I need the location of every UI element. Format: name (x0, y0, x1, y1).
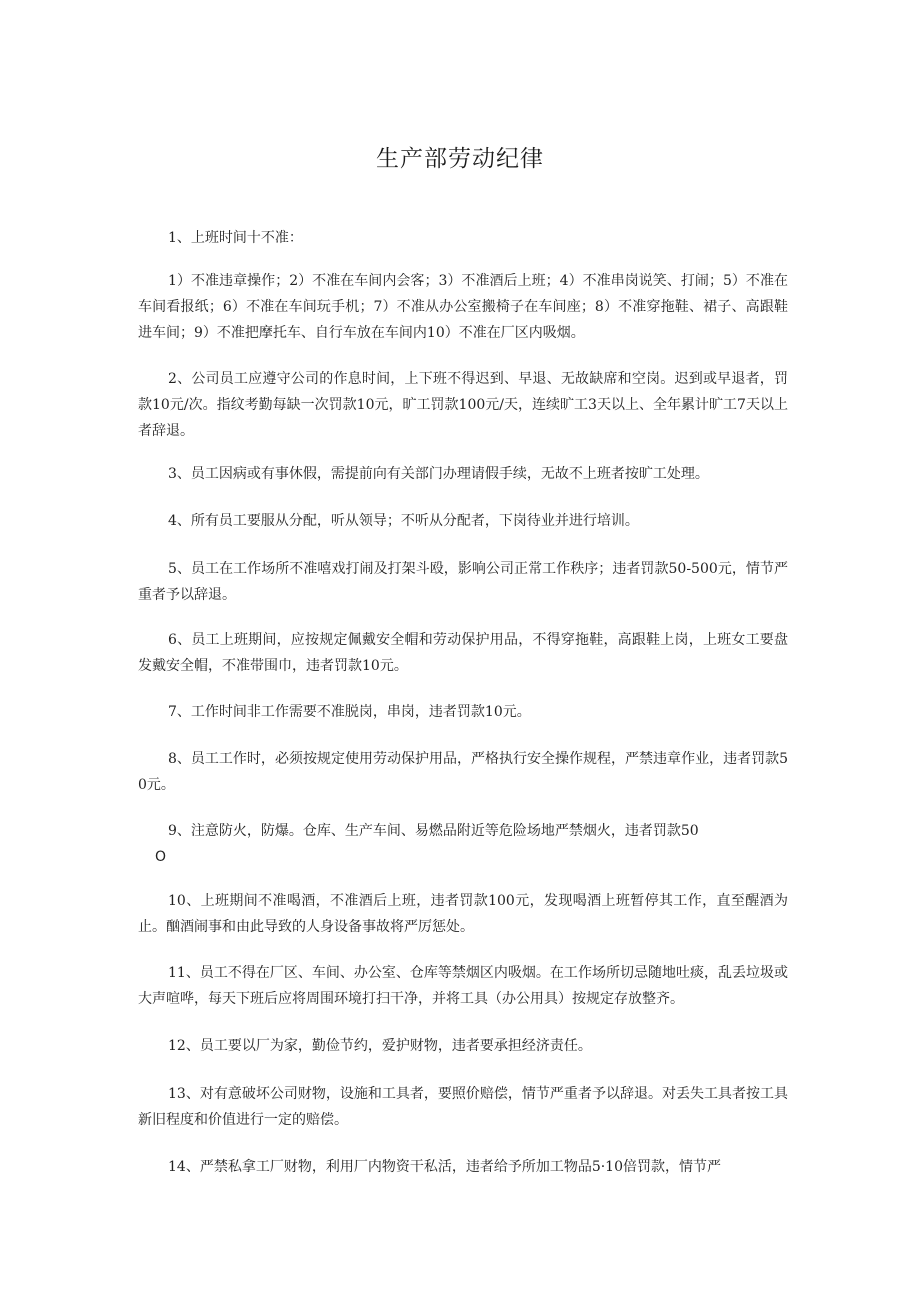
rule-paragraph: 3、员工因病或有事休假，需提前向有关部门办理请假手续，无故不上班者按旷工处理。 (168, 466, 709, 482)
rule-paragraph: 2、公司员工应遵守公司的作息时间，上下班不得迟到、早退、无故缺席和空岗。迟到或早退者，罚款10元/次。指纹考勤每缺一次罚款10元，旷工罚款100元/天，连续旷工3天以上、全年累计旷工7天以上者辞退。 (138, 371, 788, 439)
rule-paragraph: 14、严禁私拿工厂财物，利用厂内物资干私活，违者给予所加工物品5·10倍罚款，情节严 (168, 1159, 721, 1175)
section-heading: 1、上班时间十不准： (168, 230, 303, 246)
rule-paragraph: 4、所有员工要服从分配，听从领导；不听从分配者，下岗待业并进行培训。 (168, 513, 639, 529)
page-title: 生产部劳动纪律 (376, 146, 544, 172)
rule-paragraph: 7、工作时间非工作需要不准脱岗，串岗，违者罚款10元。 (168, 704, 531, 720)
rule-paragraph: 10、上班期间不准喝酒，不准酒后上班，违者罚款100元，发现喝酒上班暂停其工作，直至醒酒为止。酗酒闹事和由此导致的人身设备事故将严厉惩处。 (138, 893, 788, 935)
rule-paragraph: 1）不准违章操作；2）不准在车间内会客；3）不准酒后上班；4）不准串岗说笑、打闹；5）不准在车间看报纸；6）不准在车间玩手机；7）不准从办公室搬椅子在车间座；8）不准穿拖鞋、裙子、高跟鞋进车间；9）不准把摩托车、自行车放在车间内10）不准在厂区内吸烟。 (138, 273, 788, 341)
rule-paragraph: 9、注意防火，防爆。仓库、生产车间、易燃品附近等危险场地严禁烟火，违者罚款50 (168, 823, 699, 839)
rule-paragraph: 6、员工上班期间，应按规定佩戴安全帽和劳动保护用品，不得穿拖鞋，高跟鞋上岗，上班女工要盘发戴安全帽，不准带围巾，违者罚款10元。 (138, 632, 788, 674)
rule-paragraph: 11、员工不得在厂区、车间、办公室、仓库等禁烟区内吸烟。在工作场所切忌随地吐痰，乱丢垃圾或大声喧哗，每天下班后应将周围环境打扫干净，并将工具（办公用具）按规定存放整齐。 (138, 965, 788, 1007)
rule-paragraph: 13、对有意破坏公司财物，设施和工具者，要照价赔偿，情节严重者予以辞退。对丢失工具者按工具新旧程度和价值进行一定的赔偿。 (138, 1086, 788, 1128)
rule-paragraph: 12、员工要以厂为家，勤俭节约，爱护财物，违者要承担经济责任。 (168, 1038, 592, 1054)
rule-paragraph: 8、员工工作时，必须按规定使用劳动保护用品，严格执行安全操作规程，严禁违章作业，违者罚款50元。 (138, 751, 788, 793)
rule-paragraph: 5、员工在工作场所不准嘻戏打闹及打架斗殴，影响公司正常工作秩序；违者罚款50-500元，情节严重者予以辞退。 (138, 561, 788, 603)
rule-paragraph-continuation: O (155, 849, 167, 865)
